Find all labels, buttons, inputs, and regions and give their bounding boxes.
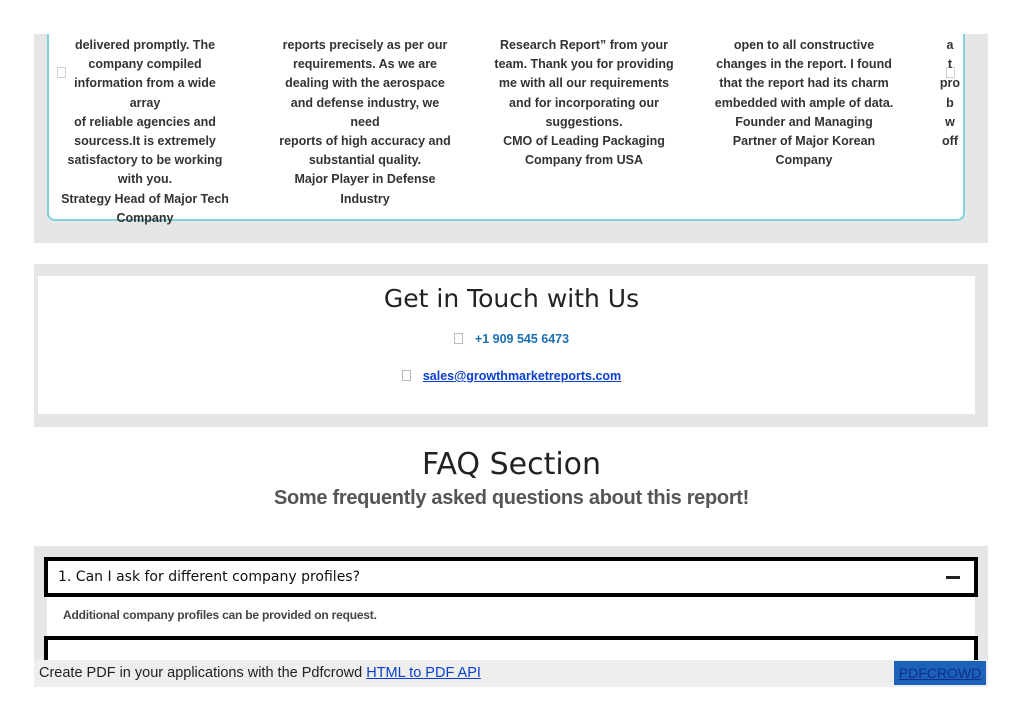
testimonial-2: reports precisely as per our requirements. As we are dealing with the aerospace and defense industry, we need reports of high accuracy and substantial quality. Major Player in Defense Industry bbox=[275, 36, 455, 209]
contact-phone-row bbox=[0, 332, 1023, 346]
faq-answer-1 bbox=[47, 597, 975, 637]
testimonial-author: CMO of Leading Packaging bbox=[503, 134, 665, 149]
faq-answer-text: Additional company profiles can be provided on request. bbox=[63, 608, 377, 622]
faq-question-text: 1. Can I ask for different company profiles? bbox=[58, 569, 361, 585]
faq-question-1[interactable] bbox=[44, 557, 978, 597]
pdfcrowd-text: Create PDF in your applications with the Pdfcrowd HTML to PDF API bbox=[39, 665, 481, 681]
faq-title: FAQ Section bbox=[421, 447, 602, 482]
envelope-icon bbox=[402, 370, 411, 381]
contact-title: Get in Touch with Us bbox=[383, 284, 640, 313]
testimonial-author: Major Player in Defense bbox=[294, 172, 436, 187]
faq-subtitle: Some frequently asked questions about this report! bbox=[273, 487, 750, 509]
testimonial-author: Founder and Managing bbox=[735, 114, 873, 129]
phone-link[interactable]: +1 909 545 6473 bbox=[474, 332, 570, 346]
pdfcrowd-bar bbox=[34, 660, 988, 687]
testimonial-author: Strategy Head of Major Tech bbox=[61, 191, 229, 206]
collapse-icon[interactable] bbox=[946, 576, 960, 579]
testimonial-3: Research Report” from your team. Thank you for providing me with all our requirements and for incorporating our suggestions. CMO of Leading Packaging Company from USA bbox=[494, 38, 674, 168]
email-link[interactable]: sales@growthmarketreports.com bbox=[422, 369, 622, 383]
testimonial-4: open to all constructive changes in the report. I found that the report had its charm embedded with ample of data. Founder and Managing Partner of Major Korean Company bbox=[714, 38, 894, 168]
contact-email-row bbox=[0, 369, 1023, 383]
testimonial-5-partial: a t pro b w off bbox=[939, 38, 961, 149]
phone-icon bbox=[454, 333, 463, 344]
pdfcrowd-badge[interactable]: PDFCROWD bbox=[894, 661, 986, 685]
pdfcrowd-api-link[interactable]: HTML to PDF API bbox=[366, 665, 481, 681]
testimonial-1: delivered promptly. The company compiled information from a wide array of reliable agencies and sourcess.It is extremely satisfactory to be working with you. Strategy Head of Major Tech Company bbox=[61, 38, 229, 225]
